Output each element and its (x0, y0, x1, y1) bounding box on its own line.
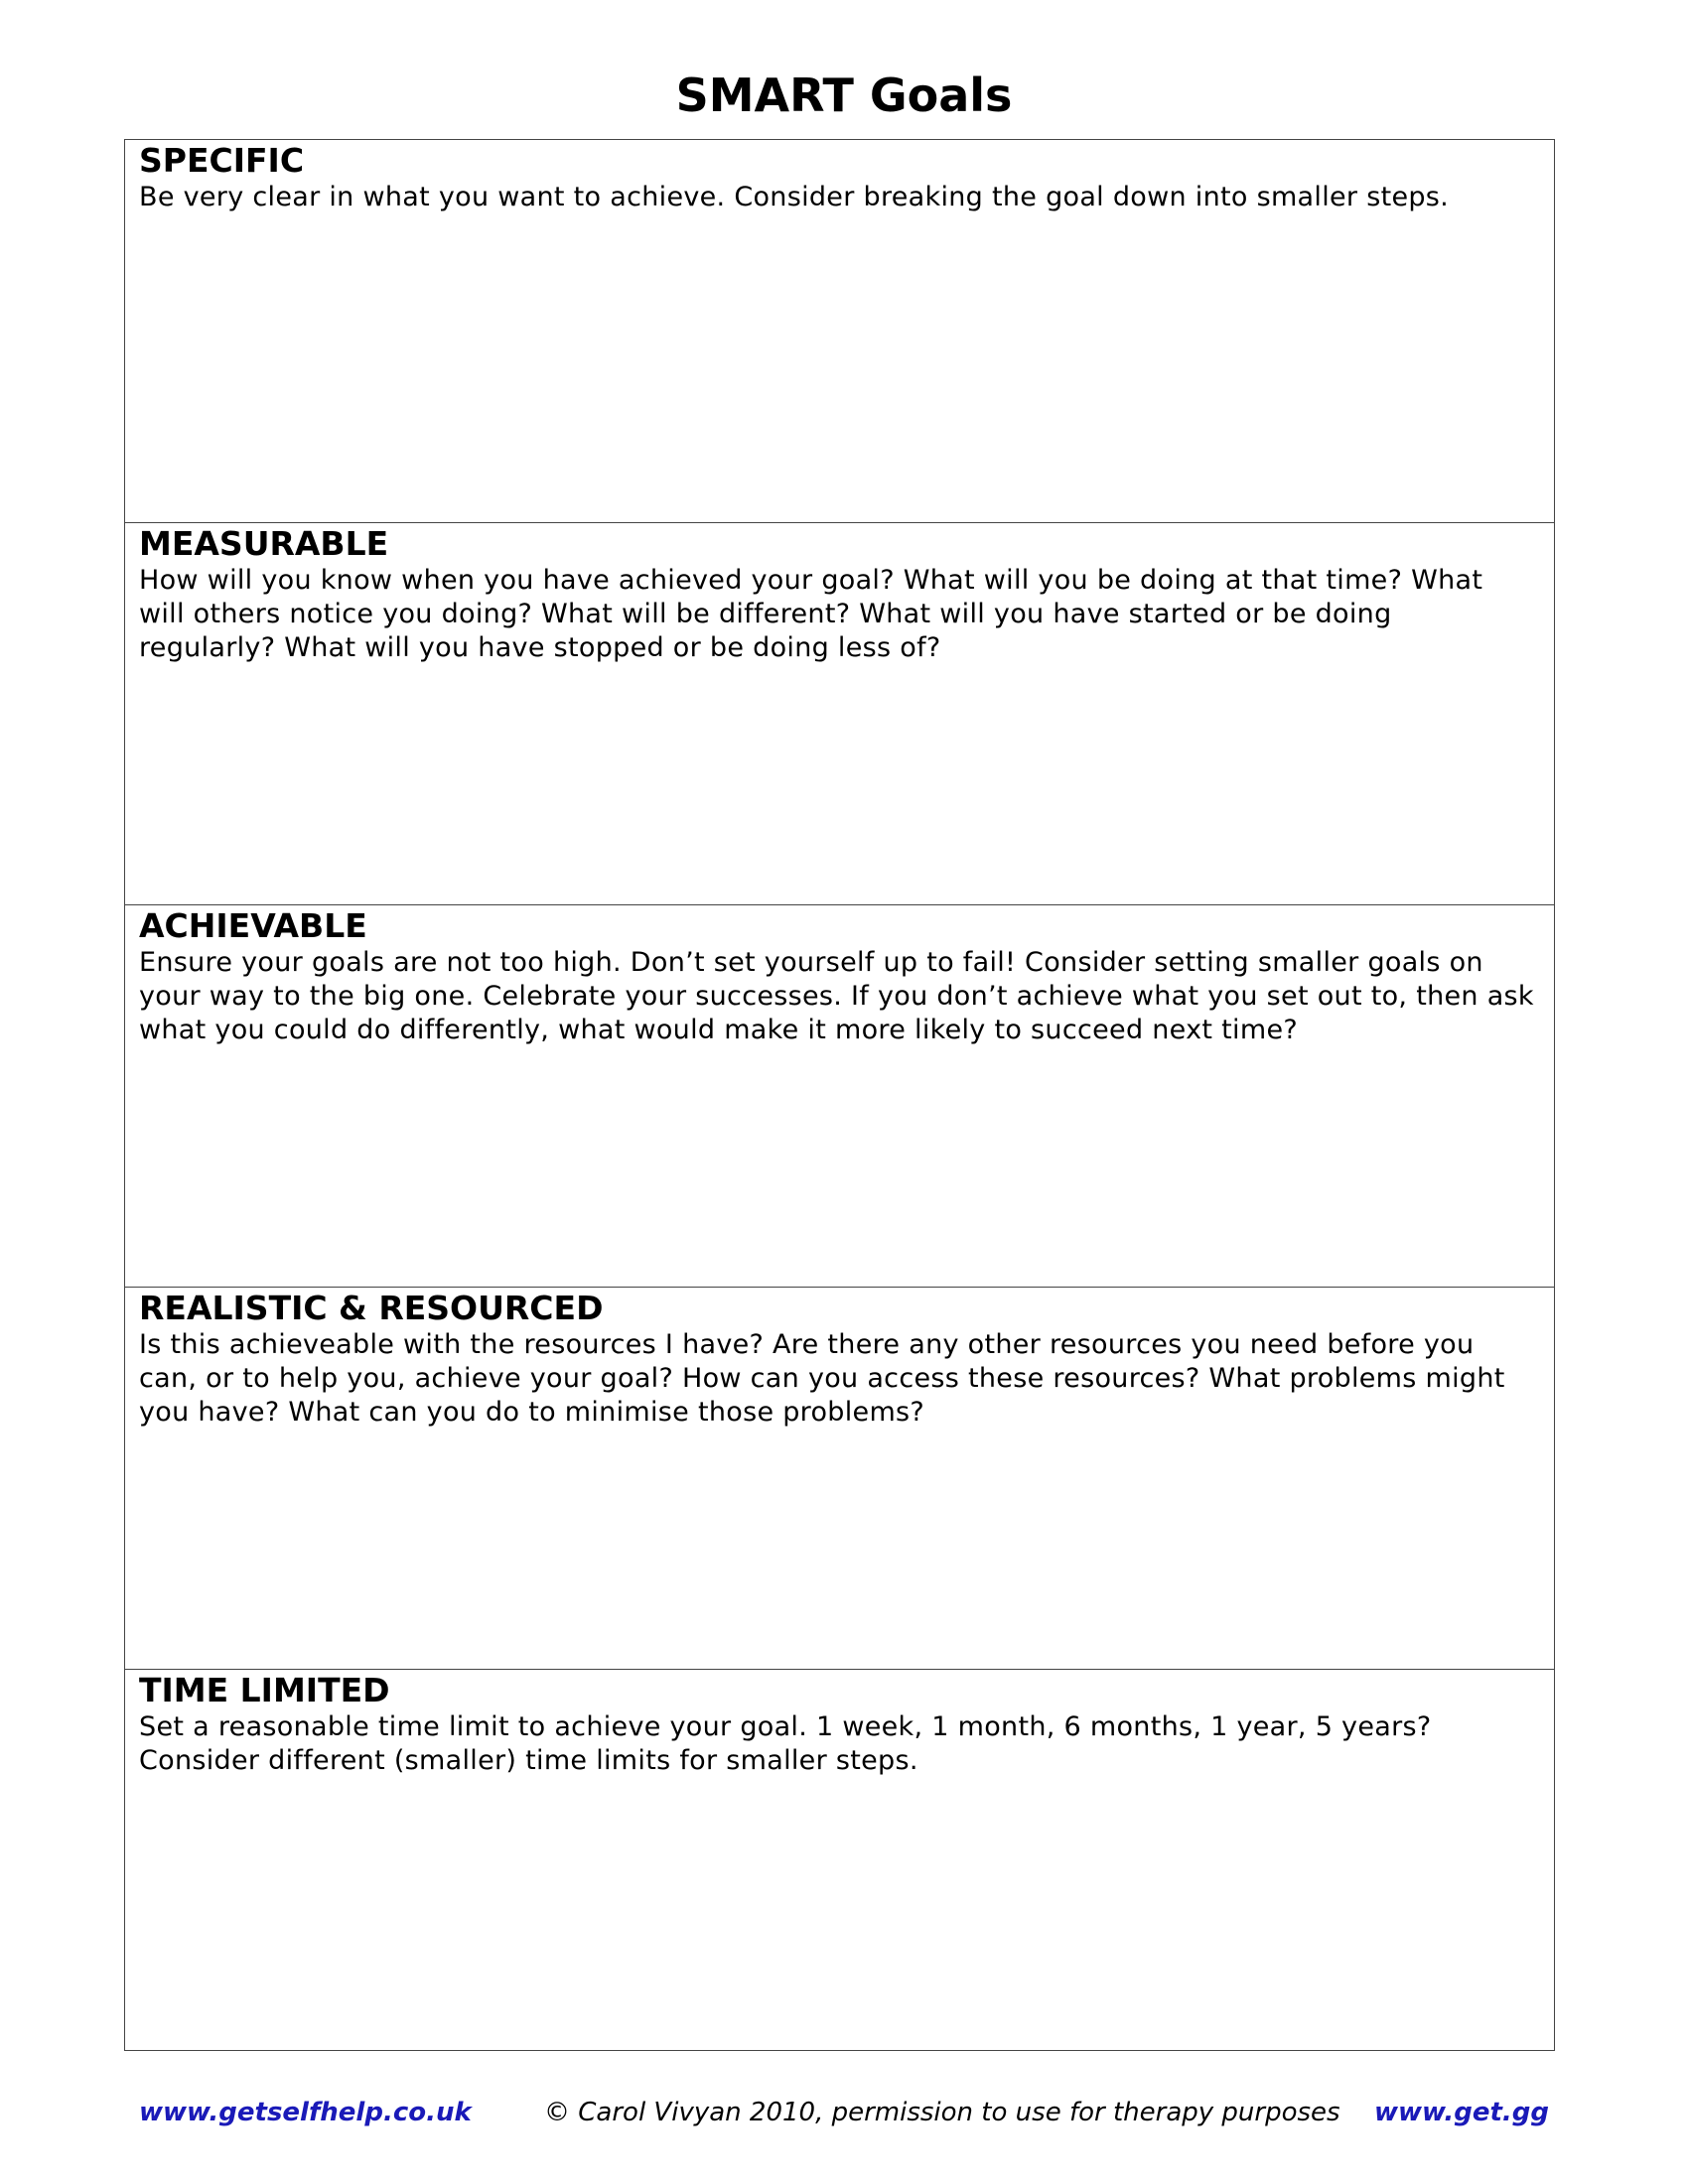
section-description: Ensure your goals are not too high. Don’t set yourself up to fail! Consider setting smaller goals on your way to the big one. Celebrate your successes. If you don’t achieve what you set out to, then ask what you could do differently, what would make it more likely to succeed next time? (139, 947, 1534, 1045)
section-measurable[interactable] (125, 522, 1554, 904)
section-heading: SPECIFIC (139, 141, 305, 180)
getselfhelp-link[interactable]: www.getselfhelp.co.uk (139, 2098, 472, 2127)
section-description: Be very clear in what you want to achieve. Consider breaking the goal down into smaller steps. (139, 182, 1450, 212)
section-heading: REALISTIC & RESOURCED (139, 1289, 604, 1327)
section-description: Set a reasonable time limit to achieve your goal. 1 week, 1 month, 6 months, 1 year, 5 years? Consider different (smaller) time limits for smaller steps. (139, 1711, 1432, 1776)
section-time-limited[interactable] (125, 1669, 1554, 2051)
section-heading: MEASURABLE (139, 524, 389, 563)
section-heading: TIME LIMITED (139, 1671, 390, 1709)
smart-goals-table (124, 139, 1555, 2051)
section-heading: ACHIEVABLE (139, 906, 367, 945)
page-title: SMART Goals (675, 68, 1013, 122)
section-achievable[interactable] (125, 904, 1554, 1287)
get-gg-link[interactable]: www.get.gg (1373, 2098, 1549, 2127)
section-description: Is this achieveable with the resources I have? Are there any other resources you need before you can, or to help you, achieve your goal? How can you access these resources? What problems might you have? What can you do to minimise those problems? (139, 1329, 1505, 1428)
copyright-notice: © Carol Vivyan 2010, permission to use for therapy purposes (544, 2098, 1340, 2127)
section-description: How will you know when you have achieved your goal? What will you be doing at that time? What will others notice you doing? What will be different? What will you have started or be doing regularly? What will you have stopped or be doing less of? (139, 565, 1483, 663)
section-specific[interactable] (125, 140, 1554, 522)
section-realistic-resourced[interactable] (125, 1287, 1554, 1669)
page-footer (0, 2095, 1688, 2134)
